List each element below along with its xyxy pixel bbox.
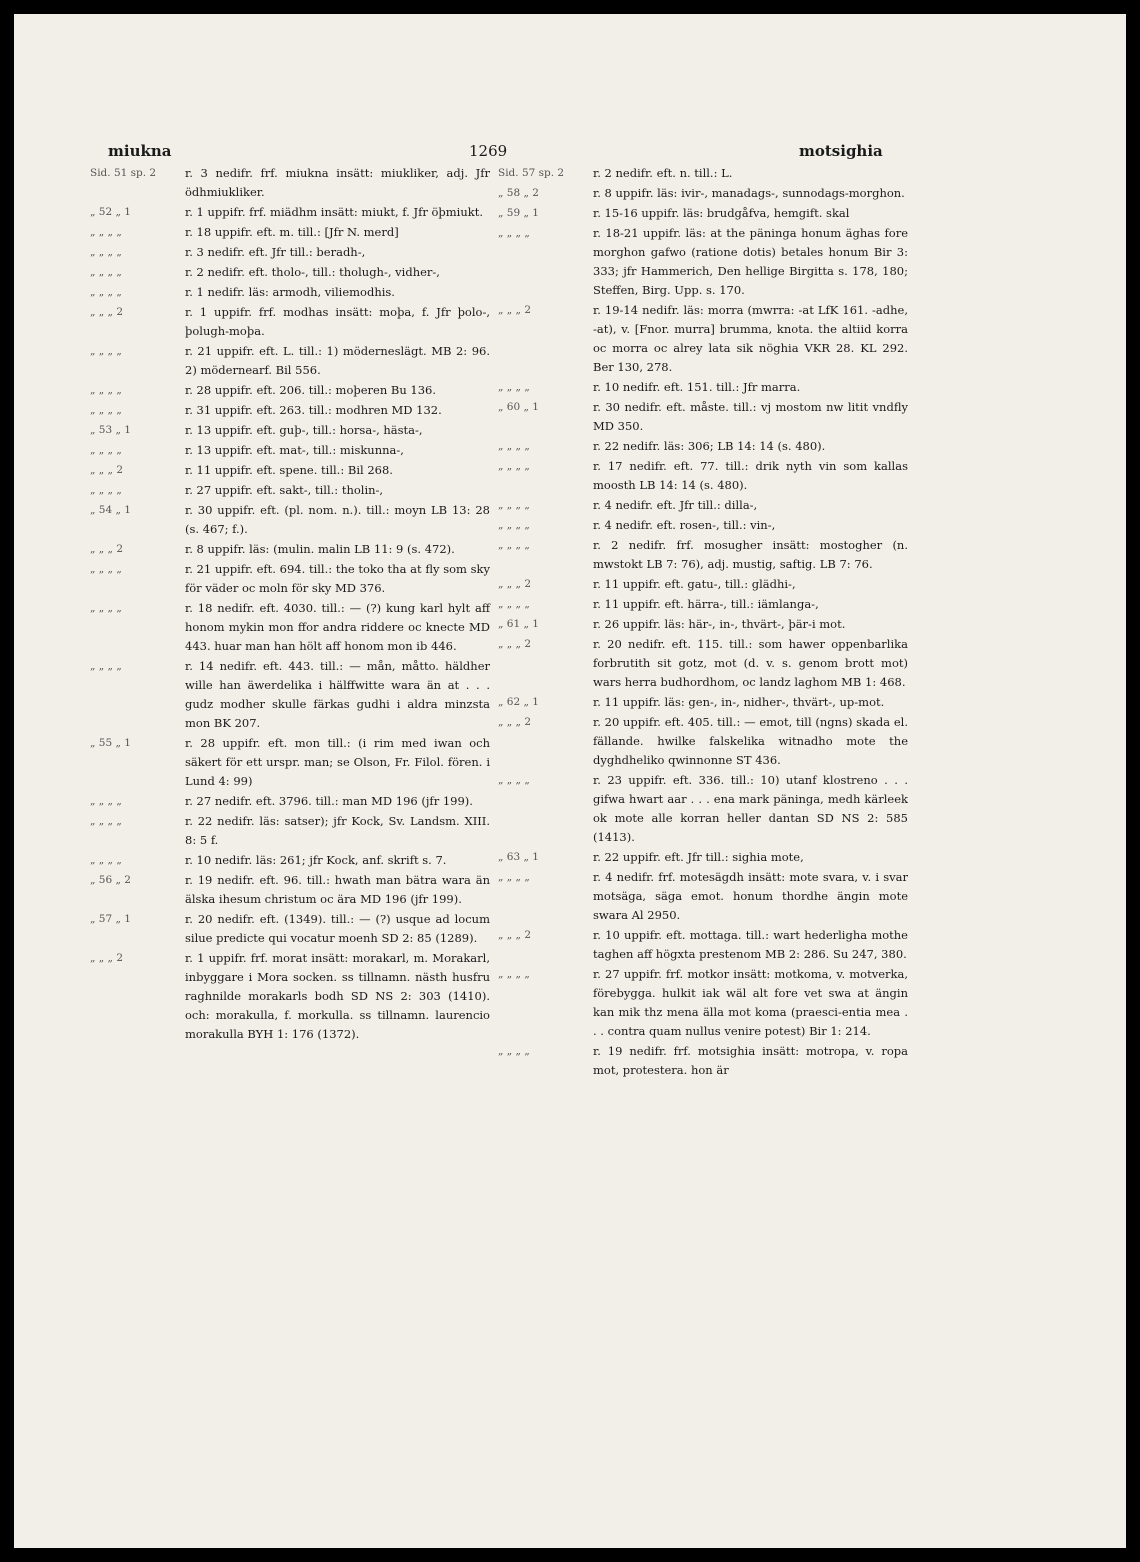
entry-text: r. 13 uppifr. eft. guþ-, till.: horsa-, hästa-, xyxy=(185,423,423,437)
entry-reference: „ „ „ 2 xyxy=(90,952,124,964)
entry-text: r. 18 uppifr. eft. m. till.: [Jfr N. merd] xyxy=(185,225,399,239)
correction-entry xyxy=(498,204,908,223)
entry-reference: „ 61 „ 1 xyxy=(498,618,539,630)
left-column xyxy=(90,164,490,1045)
correction-entry xyxy=(90,223,490,242)
entry-text: r. 28 uppifr. eft. 206. till.: moþeren Bu 136. xyxy=(185,383,437,397)
entry-text: r. 20 nedifr. eft. (1349). till.: — (?) usque ad locum silue predicte qui vocatur moenh SD 2: 85 (1289). xyxy=(185,912,490,945)
entry-text: r. 31 uppifr. eft. 263. till.: modhren MD 132. xyxy=(185,403,442,417)
entry-text: r. 22 uppifr. eft. Jfr till.: sighia mote, xyxy=(593,850,804,864)
entry-reference: „ 56 „ 2 xyxy=(90,874,131,886)
entry-reference: „ „ „ „ xyxy=(90,266,122,278)
correction-entry xyxy=(498,848,908,867)
correction-entry xyxy=(498,575,908,594)
entry-reference: „ „ „ „ xyxy=(498,440,530,452)
entry-reference: „ „ „ „ xyxy=(498,774,530,786)
correction-entry xyxy=(498,398,908,436)
correction-entry xyxy=(498,965,908,1041)
entry-text: r. 30 uppifr. eft. (pl. nom. n.). till.: moyn LB 13: 28 (s. 467; f.). xyxy=(185,503,490,536)
entry-text: r. 27 uppifr. eft. sakt-, till.: tholin-, xyxy=(185,483,384,497)
entry-reference: „ 58 „ 2 xyxy=(498,187,539,199)
entry-text: r. 30 nedifr. eft. måste. till.: vj mostom nw litit vndfly MD 350. xyxy=(593,400,908,433)
correction-entry xyxy=(498,164,908,183)
correction-entry xyxy=(498,595,908,614)
entry-reference: „ „ „ „ xyxy=(90,815,122,827)
entry-text: r. 2 nedifr. frf. mosugher insätt: mostogher (n. mwstokt LB 7: 76), adj. mustig, saftig. LB 7: 76. xyxy=(593,538,908,571)
correction-entry xyxy=(90,381,490,400)
entry-reference: „ „ „ „ xyxy=(90,484,122,496)
entry-reference: „ 63 „ 1 xyxy=(498,851,539,863)
correction-entry xyxy=(90,657,490,733)
correction-entry xyxy=(90,263,490,282)
correction-entry xyxy=(498,713,908,770)
entry-reference: „ „ „ 2 xyxy=(90,306,124,318)
entry-reference: „ „ „ „ xyxy=(90,246,122,258)
correction-entry xyxy=(498,516,908,535)
entry-reference: „ 55 „ 1 xyxy=(90,737,131,749)
entry-reference: „ „ „ 2 xyxy=(498,716,532,728)
entry-text: r. 19 nedifr. frf. motsighia insätt: motropa, v. ropa mot, protestera. hon är xyxy=(593,1044,908,1077)
correction-entry xyxy=(90,481,490,500)
right-column xyxy=(498,164,908,1081)
entry-text: r. 3 nedifr. frf. miukna insätt: miukliker, adj. Jfr ödhmiukliker. xyxy=(185,166,490,199)
correction-entry xyxy=(90,441,490,460)
entry-reference: „ 52 „ 1 xyxy=(90,206,131,218)
entry-reference: „ „ „ „ xyxy=(90,602,122,614)
entry-reference: „ „ „ 2 xyxy=(498,304,532,316)
entry-text: r. 18 nedifr. eft. 4030. till.: — (?) kung karl hylt aff honom mykin mon ffor andra riddere oc knecte MD 443. huar man han hölt aff honom mon ib 446. xyxy=(185,601,490,653)
entry-reference: „ „ „ 2 xyxy=(498,929,532,941)
entry-reference: „ 54 „ 1 xyxy=(90,504,131,516)
entry-reference: „ „ „ „ xyxy=(498,871,530,883)
entry-reference: „ „ „ „ xyxy=(90,660,122,672)
entry-reference: „ „ „ „ xyxy=(90,563,122,575)
correction-entry xyxy=(498,635,908,692)
entry-reference: „ „ „ 2 xyxy=(498,578,532,590)
entry-reference: „ „ „ „ xyxy=(498,539,530,551)
correction-entry xyxy=(498,301,908,377)
entry-text: r. 1 uppifr. frf. morat insätt: morakarl, m. Morakarl, inbyggare i Mora socken. ss tillnamn. nästh husfru raghnilde morakarls bodh SD NS 2: 303 (1410). och: morakulla, f. morkulla. ss tillnamn. laurencio morakulla BYH 1: 176 (1372). xyxy=(185,951,490,1041)
entry-reference: „ „ „ „ xyxy=(90,286,122,298)
correction-entry xyxy=(498,868,908,925)
entry-reference: „ 62 „ 1 xyxy=(498,696,539,708)
entry-reference: „ 59 „ 1 xyxy=(498,207,539,219)
page-number: 1269 xyxy=(469,142,508,160)
correction-entry xyxy=(90,283,490,302)
correction-entry xyxy=(498,693,908,712)
entry-reference: „ „ „ „ xyxy=(90,795,122,807)
correction-entry xyxy=(90,461,490,480)
entry-text: r. 14 nedifr. eft. 443. till.: — mån, måtto. häldher wille han äwerdelika i hälffwitte wara än at . . . gudz modher skulle färkas gudhi i aldra minzsta mon BK 207. xyxy=(185,659,490,730)
entry-text: r. 27 nedifr. eft. 3796. till.: man MD 196 (jfr 199). xyxy=(185,794,473,808)
running-head-left: miukna xyxy=(108,142,172,160)
correction-entry xyxy=(90,560,490,598)
entry-text: r. 8 uppifr. läs: ivir-, manadags-, sunnodags-morghon. xyxy=(593,186,905,200)
entry-text: r. 10 nedifr. eft. 151. till.: Jfr marra. xyxy=(593,380,801,394)
dictionary-page xyxy=(14,14,1126,1548)
entry-reference: „ „ „ „ xyxy=(498,499,530,511)
entry-text: r. 22 nedifr. läs: satser); jfr Kock, Sv. Landsm. XIII. 8: 5 f. xyxy=(185,814,490,847)
entry-reference: „ „ „ 2 xyxy=(90,543,124,555)
entry-reference: „ 60 „ 1 xyxy=(498,401,539,413)
entry-text: r. 11 uppifr. eft. härra-, till.: iämlanga-, xyxy=(593,597,819,611)
entry-text: r. 20 uppifr. eft. 405. till.: — emot, till (ngns) skada el. fällande. hwilke falskelika witnadho mote the dyghdheliko qwinnonne ST 436. xyxy=(593,715,908,767)
entry-text: r. 11 uppifr. läs: gen-, in-, nidher-, thvärt-, up-mot. xyxy=(593,695,885,709)
entry-text: r. 11 uppifr. eft. spene. till.: Bil 268. xyxy=(185,463,393,477)
entry-text: r. 23 uppifr. eft. 336. till.: 10) utanf klostreno . . . gifwa hwart aar . . . ena mark päninga, medh kärleek ok mote alle korran heller dantan SD NS 2: 585 (1413). xyxy=(593,773,908,844)
entry-reference: „ „ „ „ xyxy=(498,460,530,472)
entry-text: r. 19-14 nedifr. läs: morra (mwrra: -at LfK 161. -adhe, -at), v. [Fnor. murra] brumma, knota. the altiid korra oc morra oc alrey lata sik nöghia VKR 28. KL 292. Ber 130, 278. xyxy=(593,303,908,374)
entry-reference: „ „ „ „ xyxy=(498,598,530,610)
entry-reference: „ 57 „ 1 xyxy=(90,913,131,925)
correction-entry xyxy=(90,540,490,559)
entry-text: r. 1 uppifr. frf. modhas insätt: moþa, f. Jfr þolo-, þolugh-moþa. xyxy=(185,305,490,338)
entry-reference: „ „ „ „ xyxy=(90,854,122,866)
correction-entry xyxy=(498,926,908,964)
entry-reference: Sid. 57 sp. 2 xyxy=(498,167,565,179)
entry-reference: „ 53 „ 1 xyxy=(90,424,131,436)
entry-reference: „ „ „ 2 xyxy=(498,638,532,650)
entry-text: r. 3 nedifr. eft. Jfr till.: beradh-, xyxy=(185,245,366,259)
correction-entry xyxy=(498,496,908,515)
correction-entry xyxy=(90,792,490,811)
correction-entry xyxy=(90,303,490,341)
correction-entry xyxy=(498,378,908,397)
entry-reference: „ „ „ „ xyxy=(498,519,530,531)
entry-text: r. 4 nedifr. frf. motesägdh insätt: mote svara, v. i svar motsäga, säga emot. honum thordhe ängin mote swara Al 2950. xyxy=(593,870,908,922)
entry-reference: Sid. 51 sp. 2 xyxy=(90,167,157,179)
correction-entry xyxy=(90,421,490,440)
entry-reference: „ „ „ „ xyxy=(498,381,530,393)
entry-text: r. 20 nedifr. eft. 115. till.: som hawer oppenbarlika forbrutith sit gotz, mot (d. v. s. genom brott mot) wars herra budhordhom, oc landz laghom MB 1: 468. xyxy=(593,637,908,689)
entry-text: r. 26 uppifr. läs: här-, in-, thvärt-, þär-i mot. xyxy=(593,617,846,631)
correction-entry xyxy=(498,536,908,574)
entry-text: r. 13 uppifr. eft. mat-, till.: miskunna-, xyxy=(185,443,404,457)
correction-entry xyxy=(90,599,490,656)
entry-reference: „ „ „ „ xyxy=(498,227,530,239)
correction-entry xyxy=(90,851,490,870)
entry-text: r. 28 uppifr. eft. mon till.: (i rim med iwan och säkert för ett urspr. man; se Olson, Fr. Filol. fören. i Lund 4: 99) xyxy=(185,736,490,788)
correction-entry xyxy=(90,871,490,909)
entry-text: r. 4 nedifr. eft. rosen-, till.: vin-, xyxy=(593,518,776,532)
entry-text: r. 17 nedifr. eft. 77. till.: drik nyth vin som kallas moosth LB 14: 14 (s. 480). xyxy=(593,459,908,492)
entry-text: r. 10 uppifr. eft. mottaga. till.: wart hederligha mothe taghen aff högxta prestenom MB 2: 286. Su 247, 380. xyxy=(593,928,908,961)
correction-entry xyxy=(90,401,490,420)
correction-entry xyxy=(498,457,908,495)
correction-entry xyxy=(90,734,490,791)
correction-entry xyxy=(90,164,490,202)
correction-entry xyxy=(90,203,490,222)
correction-entry xyxy=(90,812,490,850)
correction-entry xyxy=(90,949,490,1044)
correction-entry xyxy=(90,501,490,539)
entry-reference: „ „ „ „ xyxy=(498,1045,530,1057)
entry-reference: „ „ „ „ xyxy=(90,444,122,456)
correction-entry xyxy=(498,615,908,634)
entry-reference: „ „ „ „ xyxy=(90,404,122,416)
entry-text: r. 1 uppifr. frf. miädhm insätt: miukt, f. Jfr öþmiukt. xyxy=(185,205,484,219)
correction-entry xyxy=(90,910,490,948)
correction-entry xyxy=(498,224,908,300)
entry-text: r. 15-16 uppifr. läs: brudgåfva, hemgift. skal xyxy=(593,206,850,220)
entry-text: r. 1 nedifr. läs: armodh, viliemodhis. xyxy=(185,285,395,299)
running-head-right: motsighia xyxy=(799,142,883,160)
correction-entry xyxy=(498,437,908,456)
entry-text: r. 21 uppifr. eft. L. till.: 1) möderneslägt. MB 2: 96. 2) mödernearf. Bil 556. xyxy=(185,344,490,377)
entry-text: r. 4 nedifr. eft. Jfr till.: dilla-, xyxy=(593,498,758,512)
entry-text: r. 2 nedifr. eft. tholo-, till.: tholugh-, vidher-, xyxy=(185,265,440,279)
entry-reference: „ „ „ „ xyxy=(90,226,122,238)
entry-reference: „ „ „ „ xyxy=(498,968,530,980)
entry-text: r. 18-21 uppifr. läs: at the päninga honum äghas fore morghon gafwo (ratione dotis) betales honum Bir 3: 333; jfr Hammerich, Den hellige Birgitta s. 178, 180; Steffen, Birg. Upp. s. 170. xyxy=(593,226,908,297)
entry-text: r. 22 nedifr. läs: 306; LB 14: 14 (s. 480). xyxy=(593,439,826,453)
entry-reference: „ „ „ „ xyxy=(90,345,122,357)
entry-text: r. 21 uppifr. eft. 694. till.: the toko tha at fly som sky för väder oc moln för sky MD 376. xyxy=(185,562,490,595)
entry-reference: „ „ „ 2 xyxy=(90,464,124,476)
correction-entry xyxy=(90,243,490,262)
correction-entry xyxy=(498,1042,908,1080)
entry-reference: „ „ „ „ xyxy=(90,384,122,396)
correction-entry xyxy=(90,342,490,380)
entry-text: r. 10 nedifr. läs: 261; jfr Kock, anf. skrift s. 7. xyxy=(185,853,447,867)
correction-entry xyxy=(498,184,908,203)
entry-text: r. 2 nedifr. eft. n. till.: L. xyxy=(593,166,733,180)
correction-entry xyxy=(498,771,908,847)
entry-text: r. 8 uppifr. läs: (mulin. malin LB 11: 9 (s. 472). xyxy=(185,542,455,556)
entry-text: r. 27 uppifr. frf. motkor insätt: motkoma, v. motverka, förebygga. hulkit iak wäl alt fore vet swa at ängin kan mik thz mena älla mot koma (praesci-entia mea . . . contra quam nullus venire potest) Bir 1: 214. xyxy=(593,967,908,1038)
entry-text: r. 19 nedifr. eft. 96. till.: hwath man bätra wara än älska ihesum christum oc ära MD 196 (jfr 199). xyxy=(185,873,490,906)
entry-text: r. 11 uppifr. eft. gatu-, till.: glädhi-, xyxy=(593,577,796,591)
